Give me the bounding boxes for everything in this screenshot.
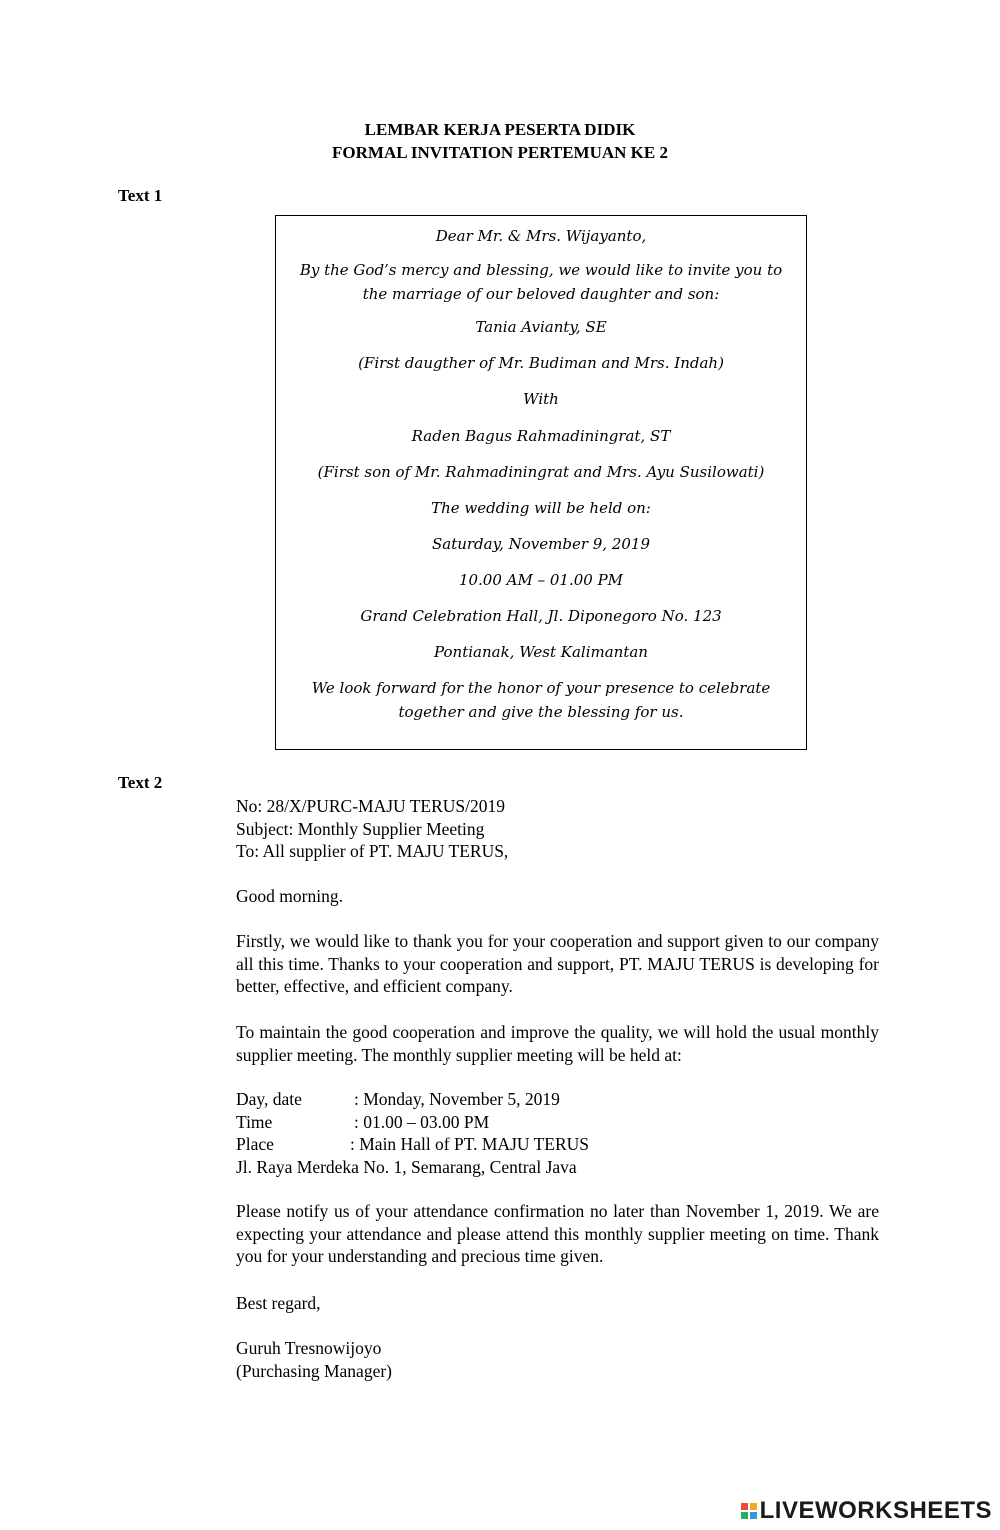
- wedding-venue: Grand Celebration Hall, Jl. Diponegoro No. 123: [360, 607, 722, 625]
- signer-title: (Purchasing Manager): [236, 1360, 392, 1381]
- detail-value: : 01.00 – 03.00 PM: [354, 1111, 490, 1132]
- letter-number: No: 28/X/PURC-MAJU TERUS/2019: [236, 796, 506, 816]
- bride-name: Tania Avianty, SE: [475, 318, 607, 336]
- letter-signature: [236, 1337, 879, 1382]
- bride-parents: (First daugther of Mr. Budiman and Mrs. Indah): [358, 354, 724, 372]
- groom-parents: (First son of Mr. Rahmadiningrat and Mrs. Ayu Susilowati): [317, 463, 765, 481]
- signer-name: Guruh Tresnowijoyo: [236, 1338, 382, 1358]
- worksheet-subtitle: FORMAL INVITATION PERTEMUAN KE 2: [332, 143, 668, 162]
- letter-subject: Subject: Monthly Supplier Meeting: [236, 818, 485, 839]
- logo-square-orange: [750, 1503, 757, 1510]
- detail-key: Time: [236, 1111, 273, 1132]
- wedding-intro: The wedding will be held on:: [431, 499, 651, 517]
- detail-row-date: [236, 1088, 879, 1111]
- detail-value: : Monday, November 5, 2019: [354, 1089, 560, 1109]
- letter-closing: Best regard,: [236, 1293, 321, 1313]
- worksheet-title: LEMBAR KERJA PESERTA DIDIK: [364, 120, 636, 139]
- letter-paragraph-3: Please notify us of your attendance confirmation no later than November 1, 2019. We are expecting your attendance and please attend this monthly supplier meeting on time. Thank you for your understanding and precious time given.: [236, 1201, 879, 1266]
- letter-greeting: Good morning.: [236, 886, 343, 906]
- detail-key: Day, date: [236, 1089, 302, 1109]
- logo-icon: [741, 1503, 757, 1519]
- detail-value: : Main Hall of PT. MAJU TERUS: [350, 1134, 590, 1154]
- meeting-details: [236, 1088, 879, 1178]
- section-label-text1: Text 1: [118, 186, 163, 205]
- groom-name: Raden Bagus Rahmadiningrat, ST: [411, 427, 671, 445]
- wedding-city: Pontianak, West Kalimantan: [434, 643, 648, 661]
- logo-square-green: [741, 1512, 748, 1519]
- letter-header: [236, 795, 879, 863]
- invitation-card: [275, 215, 807, 750]
- meeting-address: Jl. Raya Merdeka No. 1, Semarang, Central Java: [236, 1156, 577, 1177]
- invitation-opening: By the God’s mercy and blessing, we would like to invite you to the marriage of our beloved daughter and son:: [299, 261, 783, 303]
- detail-row-time: [236, 1111, 879, 1134]
- invitation-salutation: Dear Mr. & Mrs. Wijayanto,: [435, 227, 647, 245]
- logo-square-blue: [750, 1512, 757, 1519]
- letter-recipient: To: All supplier of PT. MAJU TERUS,: [236, 841, 509, 861]
- wedding-time: 10.00 AM – 01.00 PM: [458, 571, 624, 589]
- detail-row-place: [236, 1133, 879, 1156]
- detail-key: Place: [236, 1134, 274, 1154]
- liveworksheets-logo[interactable]: [741, 1497, 992, 1525]
- section-label-text2: Text 2: [118, 773, 163, 792]
- letter-paragraph-2: To maintain the good cooperation and improve the quality, we will hold the usual monthly supplier meeting. The monthly supplier meeting will be held at:: [236, 1022, 879, 1065]
- logo-text: LIVEWORKSHEETS: [759, 1497, 992, 1524]
- invitation-closing: We look forward for the honor of your presence to celebrate together and give the blessing for us.: [311, 679, 771, 721]
- logo-square-red: [741, 1503, 748, 1510]
- letter-paragraph-1: Firstly, we would like to thank you for your cooperation and support given to our company all this time. Thanks to your cooperation and support, PT. MAJU TERUS is developing for better, effective, and efficient company.: [236, 931, 879, 996]
- with-text: With: [523, 390, 559, 408]
- wedding-date: Saturday, November 9, 2019: [431, 535, 651, 553]
